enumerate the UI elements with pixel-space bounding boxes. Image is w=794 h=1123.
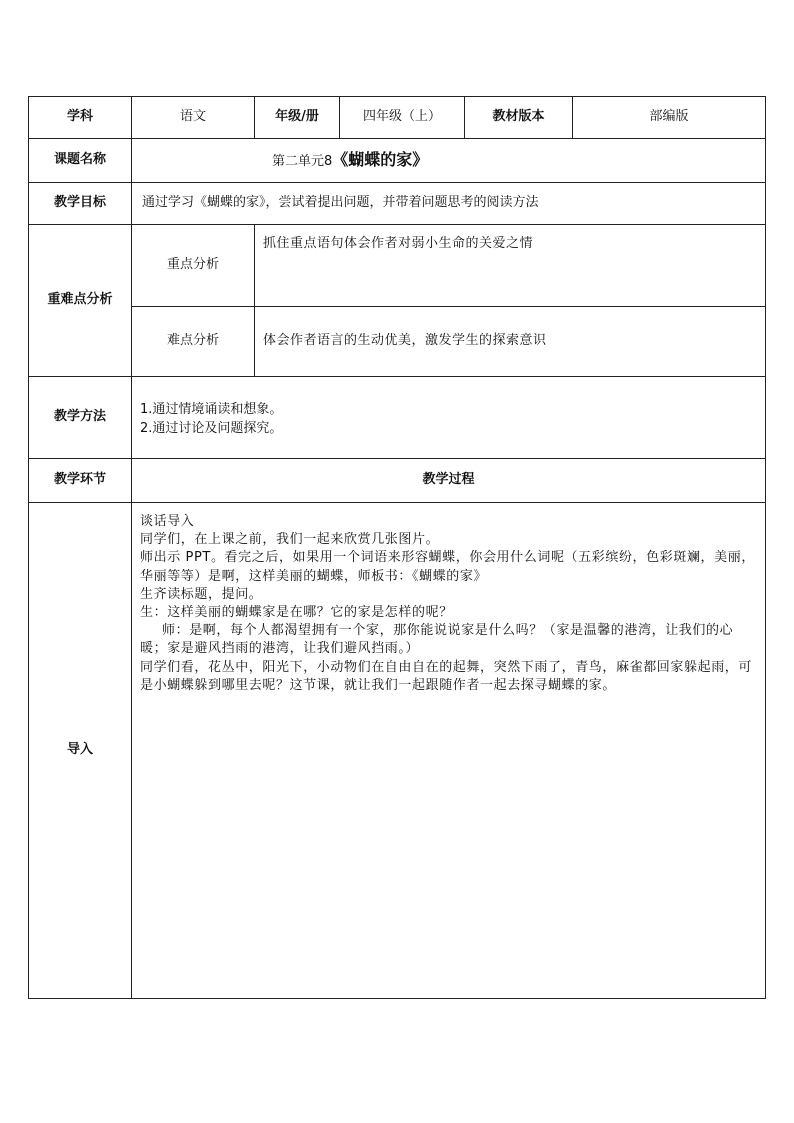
header-row xyxy=(29,97,766,139)
objective-text: 通过学习《蝴蝶的家》，尝试着提出问题，并带着问题思考的阅读方法 xyxy=(132,183,766,225)
intro-paragraph: 同学们，在上课之前，我们一起来欣赏几张图片。 xyxy=(140,532,440,548)
methods-row xyxy=(29,377,766,459)
difficulty-label: 难点分析 xyxy=(132,307,255,377)
subject-value: 语文 xyxy=(132,97,255,139)
lesson-plan-table xyxy=(28,96,766,999)
difficulty-text: 体会作者语言的生动优美，激发学生的探索意识 xyxy=(255,307,766,377)
focus-label: 重点分析 xyxy=(132,225,255,307)
edition-value: 部编版 xyxy=(573,97,766,139)
stage-header-label: 教学环节 xyxy=(29,459,132,503)
method-item: 2.通过讨论及问题探究。 xyxy=(140,420,283,436)
intro-paragraph: 生：这样美丽的蝴蝶家是在哪？它的家是怎样的呢？ xyxy=(140,604,453,620)
intro-paragraph: 谈话导入 xyxy=(140,514,195,529)
intro-content xyxy=(132,503,766,999)
process-header-label: 教学过程 xyxy=(132,459,766,503)
key-points-label: 重难点分析 xyxy=(29,225,132,377)
title-label: 课题名称 xyxy=(29,139,132,183)
lesson-title-main: 《蝴蝶的家》 xyxy=(332,150,429,170)
objective-row xyxy=(29,183,766,225)
intro-paragraph: 师出示 PPT。看完之后，如果用一个词语来形容蝴蝶，你会用什么词呢（五彩缤纷，色彩斑斓，美丽，华丽等等）是啊，这样美丽的蝴蝶，师板书：《蝴蝶的家》 xyxy=(140,550,755,584)
process-header-row xyxy=(29,459,766,503)
intro-paragraph: 师：是啊，每个人都渴望拥有一个家，那你能说说家是什么吗？（家是温馨的港湾，让我们的心暖；家是避风挡雨的港湾，让我们避风挡雨。） xyxy=(140,623,734,657)
difficulty-row xyxy=(29,307,766,377)
intro-paragraph: 生齐读标题，提问。 xyxy=(140,586,263,602)
lesson-title xyxy=(132,139,766,183)
lesson-title-prefix: 第二单元8 xyxy=(272,154,333,170)
grade-label: 年级/册 xyxy=(255,97,340,139)
intro-row xyxy=(29,503,766,999)
intro-stage-label: 导入 xyxy=(29,503,132,999)
title-row xyxy=(29,139,766,183)
intro-paragraph: 同学们看，花丛中，阳光下，小动物们在自由自在的起舞，突然下雨了，青鸟，麻雀都回家躲起雨，可是小蝴蝶躲到哪里去呢？这节课，就让我们一起跟随作者一起去探寻蝴蝶的家。 xyxy=(140,659,753,693)
focus-row xyxy=(29,225,766,307)
grade-value: 四年级（上） xyxy=(340,97,465,139)
subject-label: 学科 xyxy=(29,97,132,139)
method-item: 1.通过情境诵读和想象。 xyxy=(140,402,283,418)
methods-label: 教学方法 xyxy=(29,377,132,459)
objective-label: 教学目标 xyxy=(29,183,132,225)
methods-list xyxy=(132,377,766,459)
focus-text: 抓住重点语句体会作者对弱小生命的关爱之情 xyxy=(255,225,766,307)
edition-label: 教材版本 xyxy=(465,97,573,139)
